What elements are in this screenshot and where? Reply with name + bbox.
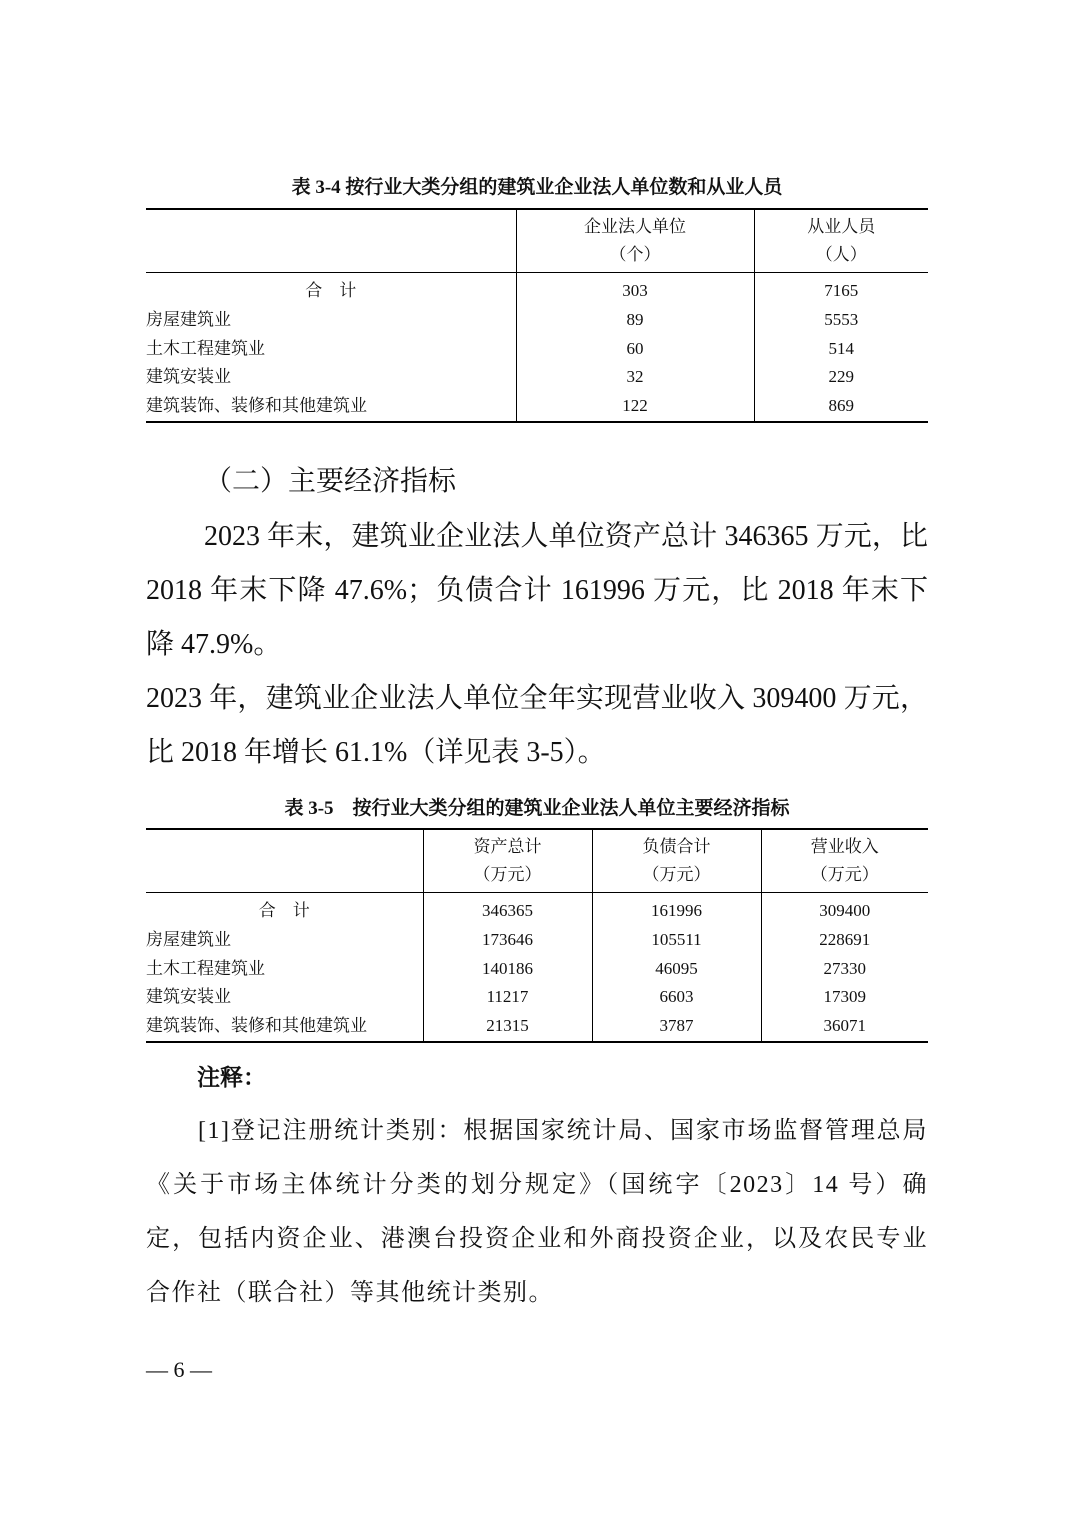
table-cell: 228691	[761, 926, 928, 955]
table-row	[146, 926, 928, 955]
row-label: 合 计	[305, 281, 357, 300]
row-label: 建筑安装业	[146, 367, 231, 387]
table-header-cell	[592, 829, 761, 893]
table-cell: 3787	[592, 1012, 761, 1042]
paragraph: 2023 年，建筑业企业法人单位全年实现营业收入 309400 万元，比 2018 年增长 61.1%（详见表 3-5）。	[146, 683, 928, 768]
table-3-5	[146, 828, 928, 1043]
table-cell: 514	[754, 335, 928, 364]
notes-title: 注释：	[197, 1065, 266, 1090]
table-row	[146, 363, 928, 392]
table-row-total	[146, 273, 928, 306]
table-header-cell	[516, 209, 754, 273]
column-unit: （万元）	[810, 865, 879, 884]
table-cell: 7165	[754, 273, 928, 306]
column-name: 从业人员	[807, 217, 876, 236]
table-3-5-caption: 表 3-5 按行业大类分组的建筑业企业法人单位主要经济指标	[284, 798, 790, 819]
table-cell: 32	[516, 363, 754, 392]
table-cell: 229	[754, 363, 928, 392]
column-name: 负债合计	[642, 837, 711, 856]
row-label: 房屋建筑业	[146, 309, 231, 329]
table-3-4-caption: 表 3-4 按行业大类分组的建筑业企业法人单位数和从业人员	[291, 177, 783, 198]
table-row	[146, 392, 928, 422]
table-header-cell	[423, 829, 592, 893]
table-cell: 173646	[423, 926, 592, 955]
section-heading: （二）主要经济指标	[204, 466, 457, 497]
table-cell: 105511	[592, 926, 761, 955]
table-header-cell	[754, 209, 928, 273]
note-item: [1]登记注册统计类别：根据国家统计局、国家市场监督管理总局《关于市场主体统计分类的划分规定》（国统字〔2023〕14 号）确定，包括内资企业、港澳台投资企业和外商投资企业，以及农民专业合作社（联合社）等其他统计类别。	[146, 1118, 928, 1306]
row-label: 土木工程建筑业	[146, 338, 265, 358]
row-label: 建筑安装业	[146, 987, 231, 1007]
table-cell: 346365	[423, 893, 592, 926]
row-label: 合 计	[258, 901, 310, 920]
row-label: 房屋建筑业	[146, 929, 231, 949]
table-cell: 303	[516, 273, 754, 306]
table-cell: 27330	[761, 955, 928, 984]
table-row	[146, 306, 928, 335]
table-cell: 11217	[423, 983, 592, 1012]
column-unit: （万元）	[642, 865, 711, 884]
table-header-cell	[761, 829, 928, 893]
column-name: 资产总计	[473, 837, 542, 856]
table-cell: 869	[754, 392, 928, 422]
table-cell: 5553	[754, 306, 928, 335]
table-row	[146, 335, 928, 364]
table-header-blank	[146, 209, 516, 273]
table-cell: 6603	[592, 983, 761, 1012]
table-row-total	[146, 893, 928, 926]
column-name: 企业法人单位	[584, 217, 686, 236]
table-row	[146, 955, 928, 984]
table-cell: 161996	[592, 893, 761, 926]
table-row	[146, 1012, 928, 1042]
table-cell: 60	[516, 335, 754, 364]
table-cell: 89	[516, 306, 754, 335]
column-name: 营业收入	[810, 837, 879, 856]
page-number: — 6 —	[146, 1357, 212, 1382]
table-cell: 140186	[423, 955, 592, 984]
table-cell: 36071	[761, 1012, 928, 1042]
row-label: 建筑装饰、装修和其他建筑业	[146, 396, 367, 416]
table-cell: 17309	[761, 983, 928, 1012]
table-cell: 309400	[761, 893, 928, 926]
paragraph: 2023 年末，建筑业企业法人单位资产总计 346365 万元，比 2018 年末下降 47.6%；负债合计 161996 万元，比 2018 年末下降 47.9%。	[146, 521, 928, 660]
table-cell: 21315	[423, 1012, 592, 1042]
table-cell: 46095	[592, 955, 761, 984]
row-label: 建筑装饰、装修和其他建筑业	[146, 1016, 367, 1036]
table-row	[146, 983, 928, 1012]
column-unit: （人）	[815, 245, 867, 264]
table-cell: 122	[516, 392, 754, 422]
table-header-blank	[146, 829, 423, 893]
table-3-4	[146, 208, 928, 423]
table-header-row	[146, 829, 928, 893]
column-unit: （个）	[609, 245, 661, 264]
row-label: 土木工程建筑业	[146, 958, 265, 978]
column-unit: （万元）	[473, 865, 542, 884]
table-header-row	[146, 209, 928, 273]
